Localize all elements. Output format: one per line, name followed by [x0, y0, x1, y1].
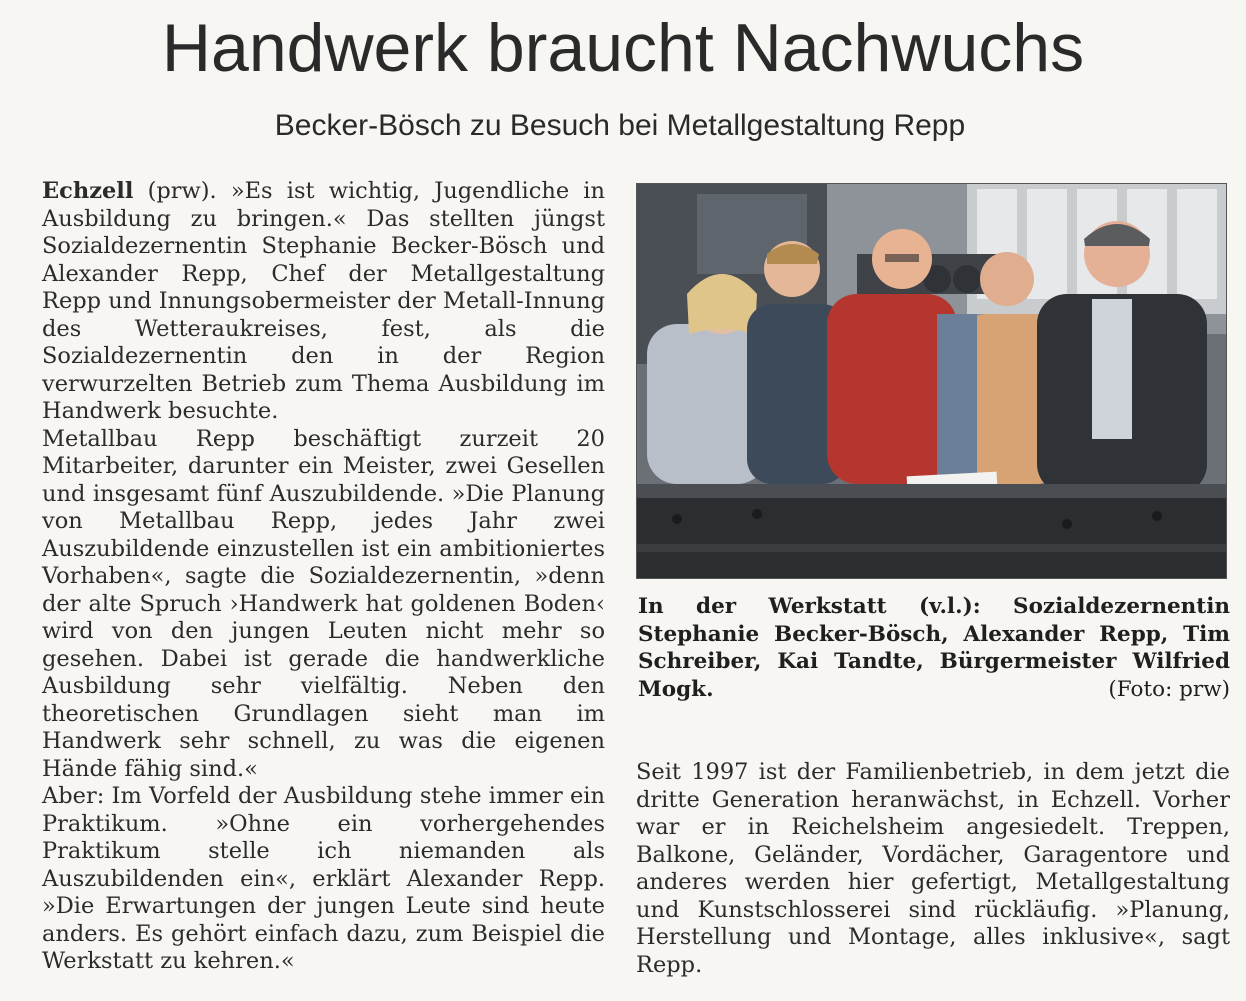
photo-credit: (Foto: prw) [1108, 677, 1230, 702]
article-column-right [636, 759, 1230, 979]
article-photo [636, 183, 1227, 579]
article-paragraph-1-text: (prw). »Es ist wichtig, Jugendliche in Ausbildung zu bringen.« Das stellten jüngst Sozialdezernentin Stephanie Becker-Bösch und Alexander Repp, Chef der Metallgestaltung Repp und Innungsobermeister der Metall-Innung des Wetteraukreises, fest, als die Sozialdezernentin den in der Region verwurzelten Betrieb zum Thema Ausbildung im Handwerk besuchte. [42, 178, 605, 424]
article-paragraph-3: Aber: Im Vorfeld der Ausbildung stehe immer ein Praktikum. »Ohne ein vorhergehendes Praktikum stelle ich niemanden als Auszubildenden ein«, erklärt Alexander Repp. »Die Erwartungen der jungen Leute sind heute anders. Es gehört einfach dazu, zum Beispiel die Werkstatt zu kehren.« [42, 783, 605, 974]
photo-caption: In der Werkstatt (v.l.): Sozialdezernentin Stephanie Becker-Bösch, Alexander Repp, Tim Schreiber, Kai Tandte, Bürgermeister Wilfried Mogk. [638, 594, 1230, 702]
article-paragraph-2: Metallbau Repp beschäftigt zurzeit 20 Mitarbeiter, darunter ein Meister, zwei Gesellen und insgesamt fünf Auszubildende. »Die Planung von Metallbau Repp, jedes Jahr zwei Auszubildende einzustellen ist ein ambitioniertes Vorhaben«, sagte die Sozialdezernentin, »denn der alte Spruch ›Handwerk hat goldenen Boden‹ wird von den jungen Leuten nicht mehr so gesehen. Dabei ist gerade die handwerkliche Ausbildung sehr vielfältig. Neben den theoretischen Grundlagen sieht man im Handwerk sehr schnell, zu was die eigenen Hände fähig sind.« [42, 425, 605, 782]
headline: Handwerk braucht Nachwuchs [161, 10, 1085, 86]
article-paragraph-1 [42, 178, 605, 426]
subheadline: Becker-Bösch zu Besuch bei Metallgestaltung Repp [274, 109, 966, 142]
article-paragraph-4: Seit 1997 ist der Familienbetrieb, in dem jetzt die dritte Generation heranwächst, in Echzell. Vorher war er in Reichelsheim angesiedelt. Treppen, Balkone, Geländer, Vordächer, Garagentore und anderes werden hier gefertigt, Metallgestaltung und Kunstschlosserei sind rückläufig. »Planung, Herstellung und Montage, alles inklusive«, sagt Repp. [636, 759, 1230, 978]
dateline-place: Echzell [42, 178, 134, 204]
article-column-left [42, 178, 605, 976]
